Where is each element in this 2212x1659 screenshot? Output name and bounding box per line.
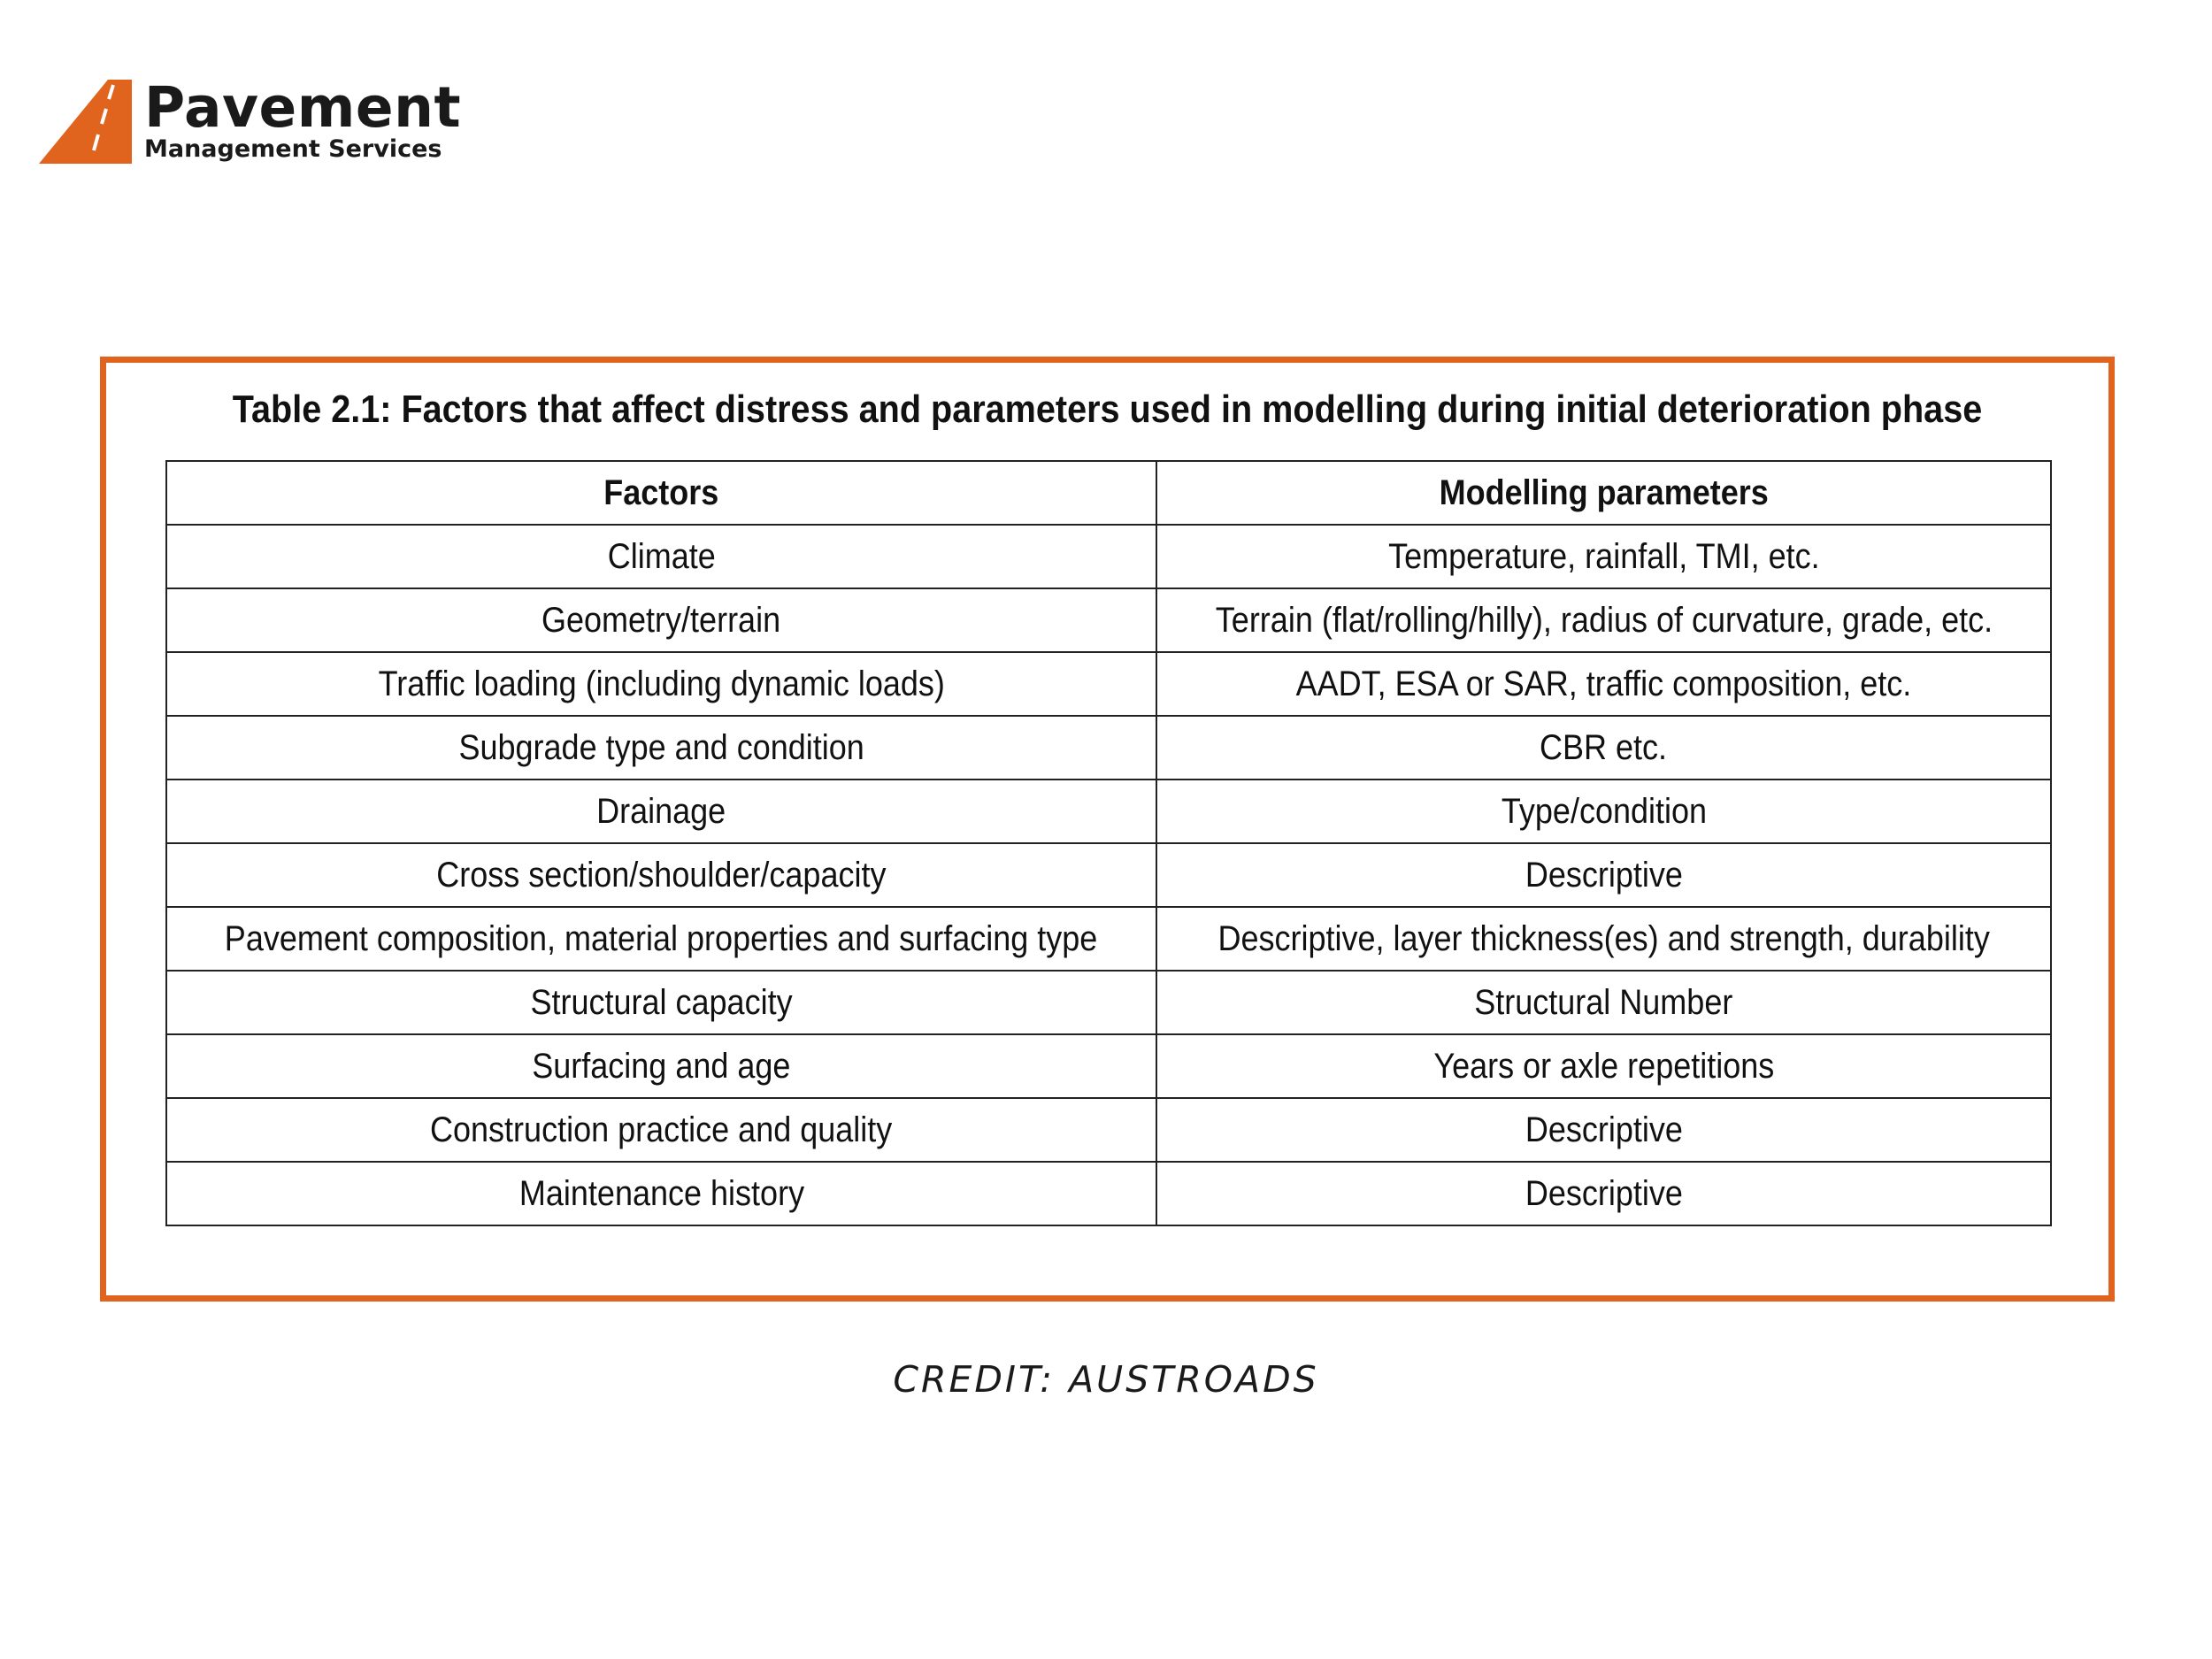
factor-cell: Pavement composition, material properties and surfacing type: [166, 907, 1156, 971]
factor-cell: Construction practice and quality: [166, 1098, 1156, 1162]
parameter-cell: CBR etc.: [1156, 716, 2051, 780]
table-row: [166, 652, 2051, 716]
parameter-cell: Structural Number: [1156, 971, 2051, 1034]
image-credit: CREDIT: AUSTROADS: [893, 1358, 1319, 1401]
table-row: [166, 907, 2051, 971]
logo-subtitle: Management Services: [144, 134, 442, 163]
parameter-cell: Descriptive: [1156, 1098, 2051, 1162]
factor-cell: Maintenance history: [166, 1162, 1156, 1225]
factors-table: [165, 460, 2052, 1226]
parameter-cell: Terrain (flat/rolling/hilly), radius of curvature, grade, etc.: [1156, 588, 2051, 652]
factor-cell: Traffic loading (including dynamic loads): [166, 652, 1156, 716]
parameter-cell: Descriptive: [1156, 843, 2051, 907]
factor-cell: Climate: [166, 525, 1156, 588]
logo: [39, 74, 462, 164]
logo-text: [144, 74, 462, 164]
factor-cell: Structural capacity: [166, 971, 1156, 1034]
header-modelling-parameters: Modelling parameters: [1156, 461, 2051, 525]
parameter-cell: AADT, ESA or SAR, traffic composition, etc.: [1156, 652, 2051, 716]
parameter-cell: Descriptive, layer thickness(es) and strength, durability: [1156, 907, 2051, 971]
table-frame: [100, 357, 2115, 1302]
parameter-cell: Type/condition: [1156, 780, 2051, 843]
table-row: [166, 588, 2051, 652]
road-logo-icon: [39, 80, 132, 164]
factor-cell: Surfacing and age: [166, 1034, 1156, 1098]
table-row: [166, 525, 2051, 588]
table-row: [166, 1098, 2051, 1162]
logo-title: Pavement: [144, 74, 462, 140]
table-caption: Table 2.1: Factors that affect distress and parameters used in modelling during initial deterioration phase: [232, 388, 1983, 431]
table-row: [166, 843, 2051, 907]
parameter-cell: Descriptive: [1156, 1162, 2051, 1225]
parameter-cell: Temperature, rainfall, TMI, etc.: [1156, 525, 2051, 588]
header-factors: Factors: [166, 461, 1156, 525]
table-row: [166, 971, 2051, 1034]
table-row: [166, 780, 2051, 843]
table-row: [166, 716, 2051, 780]
factor-cell: Geometry/terrain: [166, 588, 1156, 652]
factor-cell: Cross section/shoulder/capacity: [166, 843, 1156, 907]
parameter-cell: Years or axle repetitions: [1156, 1034, 2051, 1098]
factor-cell: Subgrade type and condition: [166, 716, 1156, 780]
table-header-row: [166, 461, 2051, 525]
factor-cell: Drainage: [166, 780, 1156, 843]
table-row: [166, 1034, 2051, 1098]
table-row: [166, 1162, 2051, 1225]
